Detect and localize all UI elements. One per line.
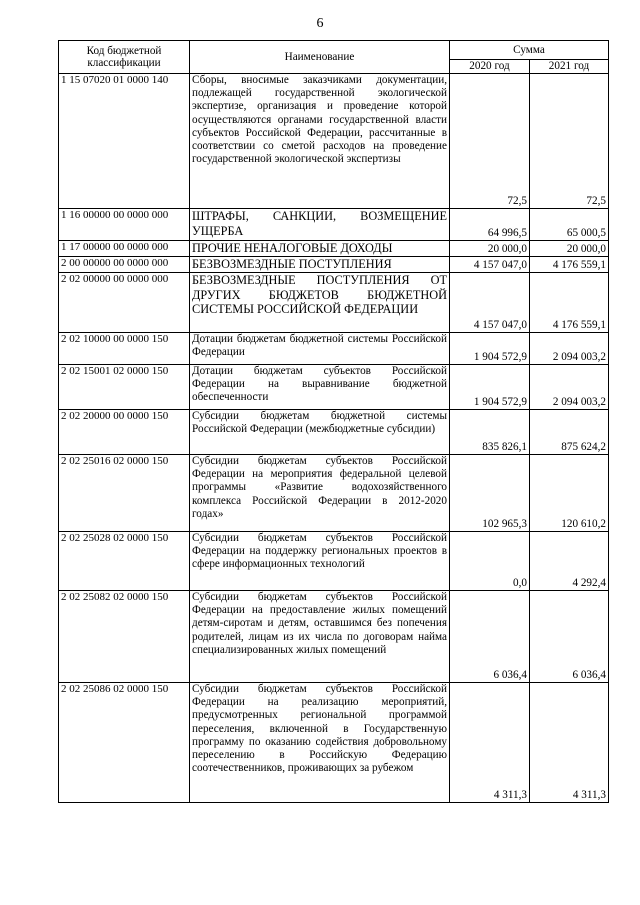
row-name: БЕЗВОЗМЕЗДНЫЕ ПОСТУПЛЕНИЯ ОТ ДРУГИХ БЮДЖЕТОВ БЮДЖЕТНОЙ СИСТЕМЫ РОССИЙСКОЙ ФЕДЕРАЦИИ — [190, 273, 450, 333]
row-value-2020: 6 036,4 — [450, 591, 530, 683]
table-row — [59, 257, 609, 273]
row-value-2021: 6 036,4 — [530, 591, 609, 683]
row-value-2021: 4 292,4 — [530, 532, 609, 591]
row-value-2020: 835 826,1 — [450, 410, 530, 455]
row-value-2020: 4 157 047,0 — [450, 257, 530, 273]
row-name: Дотации бюджетам субъектов Российской Федерации на выравнивание бюджетной обеспеченности — [190, 365, 450, 410]
row-value-2021: 4 311,3 — [530, 683, 609, 803]
row-code: 2 02 15001 02 0000 150 — [59, 365, 190, 410]
row-name: Дотации бюджетам бюджетной системы Российской Федерации — [190, 333, 450, 365]
row-code: 2 02 25082 02 0000 150 — [59, 591, 190, 683]
row-name: ПРОЧИЕ НЕНАЛОГОВЫЕ ДОХОДЫ — [190, 241, 450, 257]
row-value-2021: 20 000,0 — [530, 241, 609, 257]
row-code: 2 02 25016 02 0000 150 — [59, 455, 190, 532]
row-value-2020: 4 311,3 — [450, 683, 530, 803]
row-code: 2 02 00000 00 0000 000 — [59, 273, 190, 333]
row-value-2020: 20 000,0 — [450, 241, 530, 257]
header-sum: Сумма — [450, 41, 609, 60]
row-value-2021: 875 624,2 — [530, 410, 609, 455]
table-row — [59, 241, 609, 257]
row-name: ШТРАФЫ, САНКЦИИ, ВОЗМЕЩЕНИЕ УЩЕРБА — [190, 209, 450, 241]
row-code: 2 00 00000 00 0000 000 — [59, 257, 190, 273]
row-value-2020: 1 904 572,9 — [450, 365, 530, 410]
header-code: Код бюджетной классификации — [59, 41, 190, 74]
row-value-2021: 72,5 — [530, 74, 609, 209]
row-value-2021: 2 094 003,2 — [530, 333, 609, 365]
row-code: 2 02 25086 02 0000 150 — [59, 683, 190, 803]
row-value-2020: 72,5 — [450, 74, 530, 209]
row-value-2021: 4 176 559,1 — [530, 273, 609, 333]
row-value-2021: 120 610,2 — [530, 455, 609, 532]
row-value-2020: 64 996,5 — [450, 209, 530, 241]
header-name: Наименование — [190, 41, 450, 74]
table-row — [59, 333, 609, 365]
row-name: Субсидии бюджетам субъектов Российской Федерации на поддержку региональных проектов в сфере информационных технологий — [190, 532, 450, 591]
table-row — [59, 273, 609, 333]
table-row — [59, 683, 609, 803]
row-code: 2 02 20000 00 0000 150 — [59, 410, 190, 455]
row-code: 2 02 25028 02 0000 150 — [59, 532, 190, 591]
table-row — [59, 410, 609, 455]
table-row — [59, 532, 609, 591]
row-value-2020: 102 965,3 — [450, 455, 530, 532]
row-value-2021: 2 094 003,2 — [530, 365, 609, 410]
row-value-2020: 1 904 572,9 — [450, 333, 530, 365]
row-value-2020: 0,0 — [450, 532, 530, 591]
row-name: Субсидии бюджетам субъектов Российской Федерации на мероприятия федеральной целевой программы «Развитие водохозяйственного комплекса Российской Федерации в 2012-2020 годах» — [190, 455, 450, 532]
budget-table — [58, 40, 609, 803]
table-row — [59, 365, 609, 410]
header-year-2021: 2021 год — [530, 60, 609, 74]
page-number: 6 — [316, 16, 324, 31]
row-value-2021: 4 176 559,1 — [530, 257, 609, 273]
row-name: БЕЗВОЗМЕЗДНЫЕ ПОСТУПЛЕНИЯ — [190, 257, 450, 273]
table-row — [59, 591, 609, 683]
table-row — [59, 455, 609, 532]
row-code: 1 16 00000 00 0000 000 — [59, 209, 190, 241]
row-name: Субсидии бюджетам субъектов Российской Федерации на реализацию мероприятий, предусмотренных региональной программой переселения, включенной в Государственную программу по оказанию содействия добровольному переселению в Российскую Федерацию соотечественников, проживающих за рубежом — [190, 683, 450, 803]
row-code: 2 02 10000 00 0000 150 — [59, 333, 190, 365]
row-value-2021: 65 000,5 — [530, 209, 609, 241]
table-row — [59, 209, 609, 241]
table-row — [59, 74, 609, 209]
row-value-2020: 4 157 047,0 — [450, 273, 530, 333]
row-name: Сборы, вносимые заказчиками документации, подлежащей государственной экологической экспертизе, организация и проведение которой осуществляются органами государственной власти субъектов Российской Федерации, рассчитанные в соответствии со сметой расходов на проведение государственной экологической экспертизы — [190, 74, 450, 209]
row-name: Субсидии бюджетам бюджетной системы Российской Федерации (межбюджетные субсидии) — [190, 410, 450, 455]
row-code: 1 17 00000 00 0000 000 — [59, 241, 190, 257]
row-code: 1 15 07020 01 0000 140 — [59, 74, 190, 209]
header-year-2020: 2020 год — [450, 60, 530, 74]
row-name: Субсидии бюджетам субъектов Российской Федерации на предоставление жилых помещений детям-сиротам и детям, оставшимся без попечения родителей, лицам из их числа по договорам найма специализированных жилых помещений — [190, 591, 450, 683]
